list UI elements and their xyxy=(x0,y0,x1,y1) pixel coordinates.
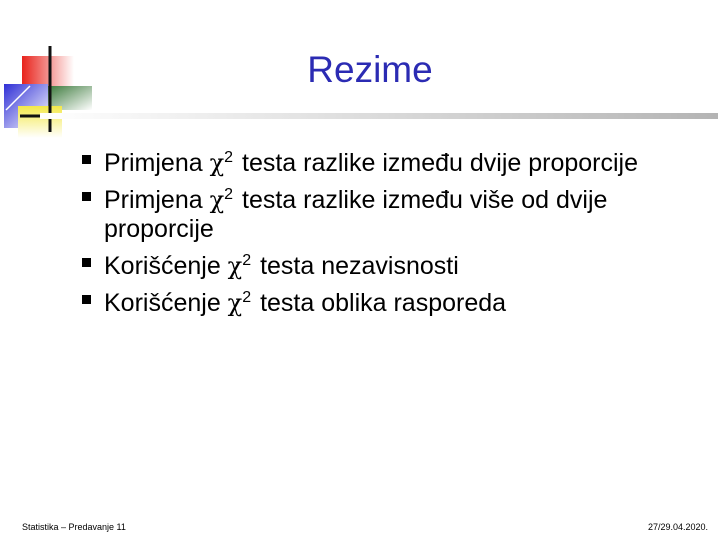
bullet-text-start: Korišćenje xyxy=(104,289,228,317)
chi-symbol: χ xyxy=(227,289,243,317)
bullet-item xyxy=(82,246,702,281)
footer-course-label: Statistika – Predavanje 11 xyxy=(22,522,126,532)
chi-symbol: χ xyxy=(227,252,243,280)
bullet-item xyxy=(82,143,702,178)
bullet-item xyxy=(82,180,702,244)
bullet-text-end: testa nezavisnosti xyxy=(253,252,459,280)
square-bullet-icon xyxy=(82,258,91,267)
title-divider xyxy=(40,113,718,119)
bullet-text-end: testa razlike između više od dvije proporcije xyxy=(104,186,608,243)
bullet-text-start: Korišćenje xyxy=(104,252,228,280)
bullet-text-start: Primjena xyxy=(104,186,210,214)
superscript: 2 xyxy=(224,186,234,203)
bullet-text-end: testa razlike između dvije proporcije xyxy=(235,149,639,177)
chi-symbol: χ xyxy=(209,149,225,177)
bullet-text-end: testa oblika rasporeda xyxy=(253,289,507,317)
chi-symbol: χ xyxy=(209,186,225,214)
superscript: 2 xyxy=(242,252,252,269)
superscript: 2 xyxy=(224,149,234,166)
square-bullet-icon xyxy=(82,155,91,164)
square-bullet-icon xyxy=(82,295,91,304)
square-bullet-icon xyxy=(82,192,91,201)
slide-title: Rezime xyxy=(307,49,433,90)
bullet-list xyxy=(82,143,702,320)
bullet-text-start: Primjena xyxy=(104,149,210,177)
bullet-item xyxy=(82,283,702,318)
superscript: 2 xyxy=(242,289,252,306)
footer-date: 27/29.04.2020. xyxy=(647,522,708,532)
